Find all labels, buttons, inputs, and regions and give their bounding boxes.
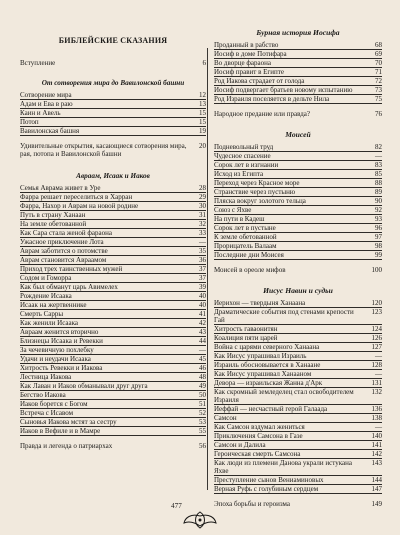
entry-title: Содом и Гоморра: [20, 274, 72, 282]
entry-page: 6: [202, 59, 206, 67]
entry-page: 41: [199, 310, 206, 318]
entry-title: Как Самсон вздумал жениться: [214, 423, 305, 431]
left-sections: [20, 79, 206, 450]
entry-title: Чудесное спасение: [214, 152, 271, 160]
entry-title: Вавилонская башня: [20, 127, 80, 135]
entry-page: 120: [371, 299, 382, 307]
toc-entry: [214, 299, 382, 308]
entry-page: 89: [375, 188, 382, 196]
entry-title: Как Иисус упрашивал Ханааном: [214, 370, 312, 378]
section-summary-entry: [214, 500, 382, 508]
entry-page: —: [199, 238, 206, 246]
toc-entry: [214, 352, 382, 361]
entry-title: Как Лаван и Иаков обманывали друг друга: [20, 382, 148, 390]
entry-title: Близнецы Исаака и Ревекки: [20, 337, 103, 345]
toc-entry: [214, 161, 382, 170]
entry-page: 124: [371, 325, 382, 333]
toc-section: [214, 28, 382, 118]
entry-page: 55: [199, 427, 206, 435]
entry-title: Иосиф правит в Египте: [214, 68, 284, 76]
toc-entry: [214, 68, 382, 77]
entry-page: 131: [371, 379, 382, 387]
entry-title: Сыновья Иакова мстят за сестру: [20, 418, 117, 426]
entry-page: —: [199, 346, 206, 354]
right-sections: [214, 28, 382, 508]
entry-page: 140: [371, 432, 382, 440]
entry-title: Авраам женится вторично: [20, 328, 99, 336]
entry-page: 149: [371, 500, 382, 508]
entry-page: 46: [199, 364, 206, 372]
toc-entry: [20, 409, 206, 418]
entry-title: Проданный в рабство: [214, 41, 279, 49]
entry-title: Рождение Исаака: [20, 292, 72, 300]
toc-entry: [214, 450, 382, 459]
entry-page: 138: [371, 414, 382, 422]
entry-page: 51: [199, 400, 206, 408]
section-title: Авраам, Исаак и Иаков: [76, 172, 150, 180]
toc-section: [214, 130, 382, 274]
entry-page: 12: [199, 91, 206, 99]
entry-title: Иаков в Вефиле и в Мамре: [20, 427, 101, 435]
entry-title: Странствие через пустыню: [214, 188, 296, 196]
entry-title: Прорицатель Валаам: [214, 242, 277, 250]
entry-list: [214, 299, 382, 494]
entry-page: —: [375, 152, 382, 160]
entry-title: Как женили Исаака: [20, 319, 79, 327]
entry-page: 100: [371, 266, 382, 274]
toc-entry: [20, 391, 206, 400]
entry-list: [214, 143, 382, 260]
entry-page: 68: [375, 41, 382, 49]
section-summary-entry: [214, 266, 382, 274]
toc-entry: [214, 379, 382, 388]
toc-entry: [20, 109, 206, 118]
entry-list: [214, 41, 382, 104]
toc-entry: [214, 405, 382, 414]
entry-title: Фарра решает переселиться в Харран: [20, 193, 133, 201]
entry-title: Потоп: [20, 118, 39, 126]
toc-entry: [214, 370, 382, 379]
entry-page: 52: [199, 409, 206, 417]
entry-title: На земле обетованной: [20, 220, 87, 228]
entry-title: Иосиф подвергает братьев новому испытанию: [214, 86, 353, 94]
toc-entry: [20, 292, 206, 301]
toc-section: [214, 286, 382, 508]
toc-entry: [20, 427, 206, 436]
entry-page: 126: [371, 334, 382, 342]
entry-title: Как был обманут царь Авимелех: [20, 283, 118, 291]
toc-entry: [20, 193, 206, 202]
entry-page: 132: [371, 388, 382, 396]
entry-title: Израиль обосновывается в Ханаане: [214, 361, 321, 369]
entry-page: 42: [199, 319, 206, 327]
book-title: БИБЛЕЙСКИЕ СКАЗАНИЯ: [58, 36, 168, 45]
toc-entry: [214, 143, 382, 152]
entry-title: Преступление сынов Вениаминовых: [214, 476, 324, 484]
entry-page: 96: [375, 224, 382, 232]
entry-title: Как Иисус упрашивал Израиль: [214, 352, 307, 360]
entry-title: Как Сара стала женой фараона: [20, 229, 112, 237]
entry-page: 92: [375, 206, 382, 214]
entry-title: На пути в Кадеш: [214, 215, 265, 223]
entry-page: 128: [371, 361, 382, 369]
page-number: 477: [171, 502, 182, 510]
section-title: Моисей: [285, 130, 311, 139]
entry-title: Ужасное приключение Лота: [20, 238, 104, 246]
toc-entry: [20, 355, 206, 364]
entry-title: За чечевичную похлебку: [20, 346, 94, 354]
entry-page: 73: [375, 86, 382, 94]
entry-page: 30: [199, 202, 206, 210]
entry-page: 45: [199, 355, 206, 363]
entry-page: 32: [199, 220, 206, 228]
entry-title: К земле обетованной: [214, 233, 277, 241]
entry-title: Исаак на жертвеннике: [20, 301, 87, 309]
toc-entry: [20, 184, 206, 193]
toc-entry: [214, 95, 382, 104]
toc-entry: [20, 364, 206, 373]
entry-title: Путь в страну Ханаан: [20, 211, 86, 219]
entry-title: Род Израиля поселяется в дельте Нила: [214, 95, 330, 103]
toc-entry: [214, 77, 382, 86]
left-column: [20, 28, 206, 450]
section-summary-entry: [214, 110, 382, 118]
entry-title: Самсон: [214, 414, 237, 422]
entry-title: Пляска вокруг золотого тельца: [214, 197, 306, 205]
entry-page: 147: [371, 485, 382, 493]
toc-entry: [20, 91, 206, 100]
toc-entry: [214, 459, 382, 476]
entry-title: Иаков борется с Богом: [20, 400, 88, 408]
entry-page: 33: [199, 229, 206, 237]
toc-entry: [214, 215, 382, 224]
entry-page: 93: [375, 215, 382, 223]
toc-entry: [20, 247, 206, 256]
entry-page: 40: [199, 292, 206, 300]
entry-page: 49: [199, 382, 206, 390]
section-summary-entry: [20, 142, 206, 158]
entry-title: Последние дни Моисея: [214, 251, 284, 259]
toc-entry: [20, 202, 206, 211]
entry-page: 82: [375, 143, 382, 151]
entry-page: 36: [199, 256, 206, 264]
entry-title: Бегство Иакова: [20, 391, 66, 399]
entry-page: 85: [375, 170, 382, 178]
toc-entry: [20, 319, 206, 328]
entry-title: Встреча с Исавом: [20, 409, 73, 417]
entry-title: Приход трех таинственных мужей: [20, 265, 123, 273]
entry-page: 90: [375, 197, 382, 205]
toc-entry: [214, 334, 382, 343]
toc-entry: [20, 283, 206, 292]
entry-page: 20: [199, 142, 206, 150]
entry-title: Самсон и Далила: [214, 441, 266, 449]
entry-title: Подневольный труд: [214, 143, 274, 151]
entry-page: 40: [199, 301, 206, 309]
toc-section: [20, 172, 206, 450]
entry-title: Как люди из племени Данова украли истукана Яхве: [214, 459, 352, 475]
entry-title: Девора — израильская Жанна д'Арк: [214, 379, 323, 387]
toc-entry: [214, 308, 382, 325]
toc-entry: [20, 418, 206, 427]
section-title: Иисус Навин и судьи: [263, 286, 333, 295]
entry-page: 28: [199, 184, 206, 192]
entry-page: 37: [199, 265, 206, 273]
entry-title: Коалиция пяти царей: [214, 334, 278, 342]
entry-title: Драматические события под стенами крепости Гай: [214, 308, 354, 324]
entry-page: 141: [371, 441, 382, 449]
toc-entry: [20, 373, 206, 382]
toc-entry: [214, 325, 382, 334]
entry-page: 88: [375, 179, 382, 187]
entry-title: Народное предание или правда?: [214, 110, 310, 118]
entry-title: Удивительные открытия, касающиеся сотворения мира, рая, потопа и Вавилонской башни: [20, 142, 187, 158]
toc-entry: [20, 346, 206, 355]
entry-page: 143: [371, 459, 382, 467]
toc-entry: [214, 179, 382, 188]
entry-page: 19: [199, 127, 206, 135]
section-summary-entry: [20, 442, 206, 450]
entry-title: Как скромный земледелец стал освободителем Израиля: [214, 388, 354, 404]
entry-page: —: [375, 352, 382, 360]
toc-entry: [20, 220, 206, 229]
toc-entry: [214, 50, 382, 59]
entry-title: Род Иакова страдает от голода: [214, 77, 305, 85]
entry-title: Вступление: [20, 59, 56, 67]
entry-title: Аврам заботится о потомстве: [20, 247, 108, 255]
toc-entry: [214, 59, 382, 68]
entry-page: 127: [371, 343, 382, 351]
toc-entry: [214, 86, 382, 95]
entry-page: 56: [199, 442, 206, 450]
toc-entry: [214, 423, 382, 432]
entry-list: [20, 91, 206, 136]
toc-entry: [214, 197, 382, 206]
toc-entry: [214, 414, 382, 423]
toc-entry: [20, 337, 206, 346]
entry-page: 71: [375, 68, 382, 76]
entry-title: Переход через Красное море: [214, 179, 300, 187]
entry-page: —: [375, 423, 382, 431]
toc-entry: [20, 238, 206, 247]
floral-ornament-icon: [182, 510, 218, 530]
entry-title: Сотворение мира: [20, 91, 72, 99]
entry-title: Иеффай — несчастный герой Галаада: [214, 405, 328, 413]
entry-title: Аврам становится Авраамом: [20, 256, 107, 264]
column-divider: [207, 48, 208, 490]
toc-entry: [20, 328, 206, 337]
entry-title: Хитрость гаваонитян: [214, 325, 278, 333]
toc-entry: [214, 251, 382, 260]
toc-entry: [214, 476, 382, 485]
toc-entry: [214, 388, 382, 405]
entry-title: Во дворце фараона: [214, 59, 271, 67]
intro-entry: [20, 59, 206, 67]
entry-title: Каин и Авель: [20, 109, 61, 117]
entry-title: Исход из Египта: [214, 170, 264, 178]
section-title: Бурная история Иосифа: [256, 28, 340, 37]
section-title: От сотворения мира до Вавилонской башни: [41, 79, 185, 87]
toc-entry: [214, 233, 382, 242]
entry-title: Война с царями северного Ханаана: [214, 343, 320, 351]
entry-page: 13: [199, 100, 206, 108]
entry-page: 53: [199, 418, 206, 426]
entry-title: Сорок лет в изгнании: [214, 161, 279, 169]
toc-entry: [214, 361, 382, 370]
toc-entry: [20, 229, 206, 238]
toc-entry: [20, 301, 206, 310]
toc-entry: [20, 400, 206, 409]
entry-page: —: [375, 370, 382, 378]
entry-page: 99: [375, 251, 382, 259]
entry-page: 76: [375, 110, 382, 118]
entry-page: 123: [371, 308, 382, 316]
entry-page: 43: [199, 328, 206, 336]
entry-page: 31: [199, 211, 206, 219]
entry-title: Семья Аврама живет в Уре: [20, 184, 101, 192]
toc-section: [20, 79, 206, 158]
toc-entry: [20, 274, 206, 283]
entry-title: Сорок лет в пустыне: [214, 224, 276, 232]
right-column: [214, 28, 382, 508]
toc-entry: [214, 170, 382, 179]
entry-title: Эпоха борьбы и героизма: [214, 500, 291, 508]
entry-page: 69: [375, 50, 382, 58]
entry-page: 48: [199, 373, 206, 381]
entry-page: 44: [199, 337, 206, 345]
entry-page: 39: [199, 283, 206, 291]
toc-entry: [20, 265, 206, 274]
toc-entry: [214, 206, 382, 215]
toc-entry: [20, 118, 206, 127]
toc-entry: [214, 441, 382, 450]
entry-page: 144: [371, 476, 382, 484]
entry-page: 142: [371, 450, 382, 458]
toc-entry: [20, 310, 206, 319]
entry-page: 97: [375, 233, 382, 241]
entry-list: [20, 184, 206, 436]
toc-entry: [214, 432, 382, 441]
toc-entry: [214, 343, 382, 352]
entry-title: Героическая смерть Самсона: [214, 450, 301, 458]
toc-entry: [214, 41, 382, 50]
entry-title: Союз с Яхве: [214, 206, 252, 214]
toc-entry: [214, 242, 382, 251]
entry-page: 37: [199, 274, 206, 282]
entry-title: Иосиф в доме Потифара: [214, 50, 287, 58]
entry-title: Адам и Ева в раю: [20, 100, 73, 108]
entry-page: 75: [375, 95, 382, 103]
entry-page: 35: [199, 247, 206, 255]
toc-entry: [20, 127, 206, 136]
entry-page: 72: [375, 77, 382, 85]
entry-page: 50: [199, 391, 206, 399]
entry-title: Удачи и неудачи Исаака: [20, 355, 91, 363]
toc-entry: [214, 224, 382, 233]
toc-entry: [20, 382, 206, 391]
toc-entry: [20, 100, 206, 109]
entry-title: Смерть Сарры: [20, 310, 64, 318]
entry-page: 15: [199, 118, 206, 126]
entry-title: Моисей в ореоле мифов: [214, 266, 286, 274]
entry-page: 29: [199, 193, 206, 201]
toc-entry: [214, 485, 382, 494]
entry-title: Приключения Самсона в Газе: [214, 432, 303, 440]
entry-title: Иерихон — твердыня Ханаана: [214, 299, 306, 307]
entry-page: 83: [375, 161, 382, 169]
entry-page: 70: [375, 59, 382, 67]
entry-title: Хитрость Ревекки и Иакова: [20, 364, 103, 372]
toc-entry: [214, 188, 382, 197]
toc-entry: [20, 211, 206, 220]
entry-title: Верная Руфь с голубиным сердцем: [214, 485, 319, 493]
entry-title: Фарра, Нахор и Аврам на новой родине: [20, 202, 139, 210]
entry-title: Правда и легенда о патриархах: [20, 442, 113, 450]
entry-page: 15: [199, 109, 206, 117]
toc-entry: [214, 152, 382, 161]
entry-page: 136: [371, 405, 382, 413]
entry-title: Лестница Иакова: [20, 373, 72, 381]
toc-entry: [20, 256, 206, 265]
entry-page: 98: [375, 242, 382, 250]
